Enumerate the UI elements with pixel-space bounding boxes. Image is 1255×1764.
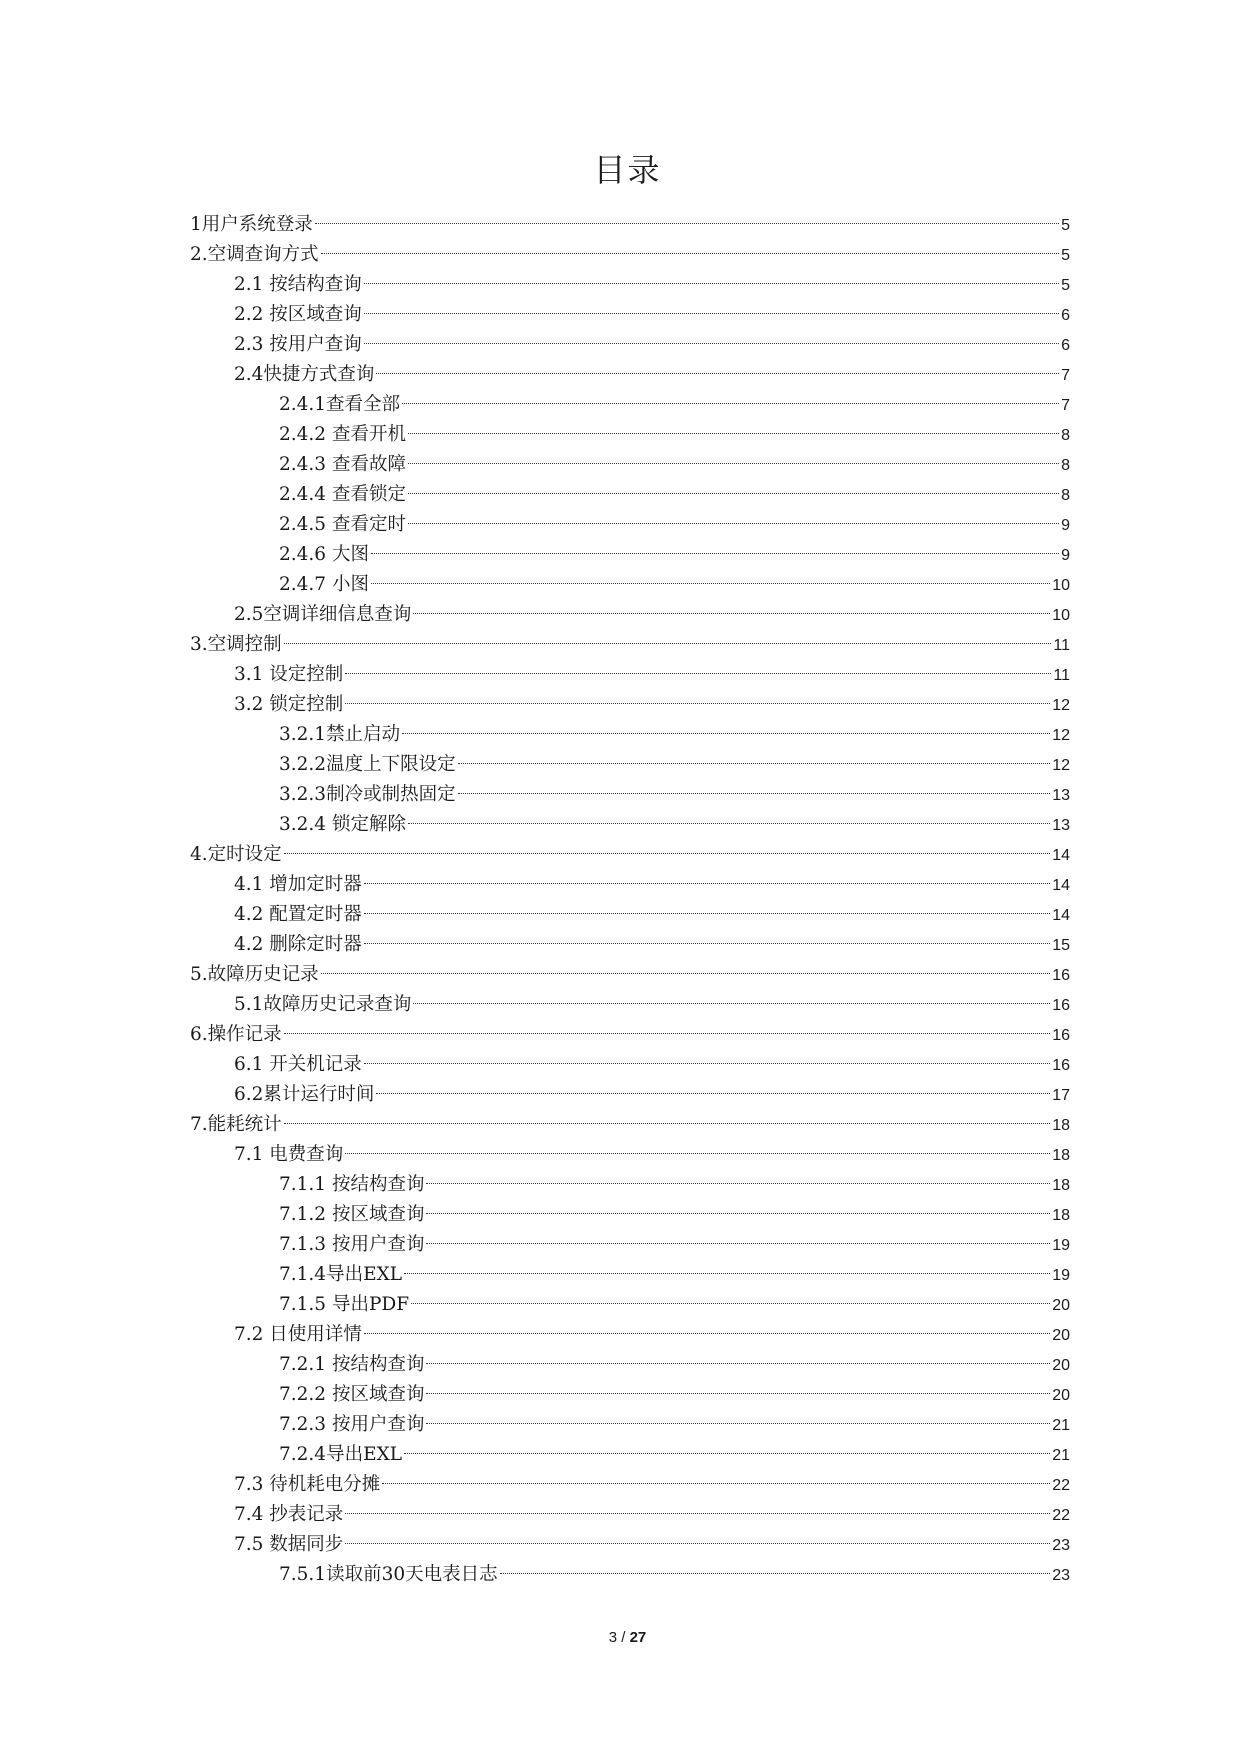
toc-entry-page-number: 20 [1052, 1357, 1070, 1374]
toc-entry-title: 2.5空调详细信息查询 [234, 604, 412, 625]
toc-entry-title: 4.2 配置定时器 [234, 904, 362, 925]
toc-entry[interactable] [190, 1560, 1070, 1590]
table-of-contents [190, 210, 1070, 1590]
toc-entry-page-number: 16 [1052, 967, 1070, 984]
toc-dot-leader [315, 223, 1059, 224]
toc-entry-page-number: 9 [1061, 517, 1070, 534]
toc-entry-page-number: 9 [1061, 547, 1070, 564]
toc-entry-page-number: 12 [1052, 697, 1070, 714]
toc-entry-title: 3.2.4 锁定解除 [279, 814, 406, 835]
toc-entry-page-number: 20 [1052, 1327, 1070, 1344]
toc-entry[interactable] [190, 1500, 1070, 1530]
toc-dot-leader [376, 1093, 1050, 1094]
toc-dot-leader [345, 1153, 1050, 1154]
toc-entry-title: 2.4.6 大图 [279, 544, 369, 565]
toc-entry-title: 6.1 开关机记录 [234, 1054, 362, 1075]
toc-entry[interactable] [190, 630, 1070, 660]
toc-entry-page-number: 21 [1052, 1417, 1070, 1434]
toc-entry-title: 2.4.3 查看故障 [279, 454, 406, 475]
toc-entry-page-number: 11 [1053, 667, 1070, 684]
toc-entry[interactable] [190, 1350, 1070, 1380]
toc-entry-title: 2.4.7 小图 [279, 574, 369, 595]
toc-entry-page-number: 8 [1061, 457, 1070, 474]
toc-entry-page-number: 20 [1052, 1297, 1070, 1314]
toc-entry-page-number: 10 [1052, 577, 1070, 594]
toc-entry-title: 2.4.5 查看定时 [279, 514, 406, 535]
toc-entry-page-number: 13 [1052, 787, 1070, 804]
toc-entry-title: 2.1 按结构查询 [234, 274, 362, 295]
toc-dot-leader [402, 403, 1059, 404]
toc-entry[interactable] [190, 660, 1070, 690]
toc-entry-title: 6.操作记录 [190, 1024, 282, 1045]
toc-entry-page-number: 7 [1061, 397, 1070, 414]
toc-entry[interactable] [190, 540, 1070, 570]
toc-entry[interactable] [190, 300, 1070, 330]
toc-entry-title: 7.1 电费查询 [234, 1144, 344, 1165]
toc-entry[interactable] [190, 600, 1070, 630]
toc-dot-leader [408, 463, 1059, 464]
toc-entry[interactable] [190, 330, 1070, 360]
toc-entry-page-number: 22 [1052, 1477, 1070, 1494]
toc-dot-leader [413, 1003, 1050, 1004]
toc-entry[interactable] [190, 1230, 1070, 1260]
toc-entry[interactable] [190, 1470, 1070, 1500]
toc-entry-title: 7.2.3 按用户查询 [279, 1414, 425, 1435]
toc-entry-page-number: 6 [1061, 307, 1070, 324]
toc-dot-leader [284, 853, 1051, 854]
toc-entry-title: 3.1 设定控制 [234, 664, 344, 685]
toc-dot-leader [364, 883, 1050, 884]
toc-dot-leader [411, 1303, 1050, 1304]
toc-dot-leader [382, 1483, 1050, 1484]
toc-entry[interactable] [190, 1410, 1070, 1440]
toc-entry-page-number: 23 [1052, 1567, 1070, 1584]
toc-entry-title: 7.2.2 按区域查询 [279, 1384, 425, 1405]
toc-dot-leader [408, 823, 1050, 824]
toc-entry[interactable] [190, 1530, 1070, 1560]
toc-entry-page-number: 23 [1052, 1537, 1070, 1554]
toc-entry[interactable] [190, 1440, 1070, 1470]
toc-entry-title: 5.1故障历史记录查询 [234, 994, 412, 1015]
toc-entry-title: 7.能耗统计 [190, 1114, 282, 1135]
toc-entry[interactable] [190, 240, 1070, 270]
toc-entry-page-number: 22 [1052, 1507, 1070, 1524]
toc-entry-title: 7.1.2 按区域查询 [279, 1204, 425, 1225]
toc-dot-leader [345, 1543, 1050, 1544]
toc-entry-page-number: 21 [1052, 1447, 1070, 1464]
toc-entry[interactable] [190, 1170, 1070, 1200]
toc-dot-leader [426, 1393, 1050, 1394]
toc-entry-page-number: 7 [1061, 367, 1070, 384]
toc-entry[interactable] [190, 1380, 1070, 1410]
toc-entry-title: 2.2 按区域查询 [234, 304, 362, 325]
toc-dot-leader [426, 1363, 1050, 1364]
toc-entry[interactable] [190, 480, 1070, 510]
toc-entry[interactable] [190, 1260, 1070, 1290]
toc-entry-title: 2.4.1查看全部 [279, 394, 401, 415]
toc-entry[interactable] [190, 510, 1070, 540]
toc-dot-leader [364, 943, 1050, 944]
toc-entry-title: 7.1.3 按用户查询 [279, 1234, 425, 1255]
toc-entry-title: 4.1 增加定时器 [234, 874, 362, 895]
toc-entry-page-number: 16 [1052, 1027, 1070, 1044]
toc-entry[interactable] [190, 1020, 1070, 1050]
toc-dot-leader [345, 673, 1051, 674]
toc-entry-page-number: 5 [1061, 277, 1070, 294]
toc-entry-title: 3.空调控制 [190, 634, 282, 655]
toc-entry-page-number: 13 [1052, 817, 1070, 834]
toc-entry-title: 2.4.4 查看锁定 [279, 484, 406, 505]
toc-entry-page-number: 14 [1052, 847, 1070, 864]
toc-entry-page-number: 16 [1052, 1057, 1070, 1074]
toc-dot-leader [426, 1183, 1050, 1184]
toc-entry-title: 2.空调查询方式 [190, 244, 319, 265]
toc-entry[interactable] [190, 720, 1070, 750]
toc-entry[interactable] [190, 1290, 1070, 1320]
toc-dot-leader [364, 1333, 1050, 1334]
toc-entry-page-number: 12 [1052, 757, 1070, 774]
toc-entry[interactable] [190, 990, 1070, 1020]
toc-dot-leader [284, 1123, 1051, 1124]
toc-entry[interactable] [190, 360, 1070, 390]
toc-dot-leader [364, 313, 1059, 314]
toc-dot-leader [408, 433, 1059, 434]
page-title: 目录 [593, 151, 662, 189]
toc-entry[interactable] [190, 750, 1070, 780]
toc-entry[interactable] [190, 960, 1070, 990]
toc-entry-page-number: 8 [1061, 427, 1070, 444]
toc-entry-page-number: 16 [1052, 997, 1070, 1014]
toc-entry[interactable] [190, 270, 1070, 300]
toc-entry-page-number: 18 [1052, 1177, 1070, 1194]
toc-entry-page-number: 19 [1052, 1267, 1070, 1284]
toc-entry[interactable] [190, 1140, 1070, 1170]
toc-dot-leader [426, 1243, 1050, 1244]
toc-entry-title: 3.2.2温度上下限设定 [279, 754, 456, 775]
toc-entry[interactable] [190, 780, 1070, 810]
toc-dot-leader [321, 253, 1059, 254]
toc-entry-title: 4.定时设定 [190, 844, 282, 865]
toc-dot-leader [284, 1033, 1051, 1034]
toc-entry-page-number: 8 [1061, 487, 1070, 504]
toc-dot-leader [345, 1513, 1050, 1514]
toc-entry-title: 1用户系统登录 [190, 214, 313, 235]
toc-entry-title: 6.2累计运行时间 [234, 1084, 375, 1105]
toc-entry-page-number: 5 [1061, 247, 1070, 264]
toc-entry[interactable] [190, 1050, 1070, 1080]
toc-entry[interactable] [190, 690, 1070, 720]
toc-entry[interactable] [190, 390, 1070, 420]
toc-entry-title: 7.1.5 导出PDF [279, 1294, 410, 1315]
toc-entry-page-number: 18 [1052, 1117, 1070, 1134]
toc-entry-page-number: 18 [1052, 1147, 1070, 1164]
toc-entry-title: 3.2.1禁止启动 [279, 724, 401, 745]
toc-entry[interactable] [190, 1080, 1070, 1110]
toc-dot-leader [404, 1453, 1050, 1454]
toc-entry[interactable] [190, 420, 1070, 450]
toc-entry-title: 7.2 日使用详情 [234, 1324, 362, 1345]
toc-dot-leader [364, 913, 1050, 914]
toc-entry-page-number: 18 [1052, 1207, 1070, 1224]
toc-entry-page-number: 15 [1052, 937, 1070, 954]
toc-dot-leader [500, 1573, 1051, 1574]
toc-entry-title: 2.3 按用户查询 [234, 334, 362, 355]
toc-entry-page-number: 20 [1052, 1387, 1070, 1404]
toc-entry-page-number: 11 [1053, 637, 1070, 654]
toc-dot-leader [284, 643, 1052, 644]
toc-dot-leader [364, 343, 1059, 344]
toc-dot-leader [413, 613, 1050, 614]
toc-entry-title: 4.2 删除定时器 [234, 934, 362, 955]
toc-dot-leader [364, 283, 1059, 284]
toc-entry[interactable] [190, 900, 1070, 930]
toc-entry[interactable] [190, 1200, 1070, 1230]
toc-dot-leader [402, 733, 1050, 734]
toc-dot-leader [371, 553, 1059, 554]
toc-entry-page-number: 6 [1061, 337, 1070, 354]
toc-entry-page-number: 14 [1052, 907, 1070, 924]
toc-dot-leader [426, 1423, 1050, 1424]
toc-entry-title: 2.4.2 查看开机 [279, 424, 406, 445]
toc-entry[interactable] [190, 450, 1070, 480]
page-number-footer [0, 1629, 1255, 1646]
toc-entry-title: 7.3 待机耗电分摊 [234, 1474, 381, 1495]
toc-entry-page-number: 14 [1052, 877, 1070, 894]
toc-entry-page-number: 19 [1052, 1237, 1070, 1254]
toc-entry-title: 3.2 锁定控制 [234, 694, 344, 715]
total-page-count: 27 [629, 1629, 647, 1646]
toc-dot-leader [404, 1273, 1050, 1274]
toc-entry[interactable] [190, 930, 1070, 960]
toc-dot-leader [376, 373, 1059, 374]
toc-entry[interactable] [190, 1320, 1070, 1350]
toc-dot-leader [426, 1213, 1050, 1214]
toc-entry[interactable] [190, 810, 1070, 840]
toc-entry-page-number: 17 [1052, 1087, 1070, 1104]
toc-dot-leader [371, 583, 1050, 584]
toc-entry-page-number: 5 [1061, 217, 1070, 234]
toc-entry-title: 7.5.1读取前30天电表日志 [279, 1564, 498, 1585]
page-separator: / [617, 1629, 630, 1646]
toc-entry-title: 7.1.4导出EXL [279, 1264, 403, 1285]
toc-entry-title: 3.2.3制冷或制热固定 [279, 784, 456, 805]
toc-entry-title: 5.故障历史记录 [190, 964, 319, 985]
toc-entry-title: 7.5 数据同步 [234, 1534, 344, 1555]
toc-dot-leader [458, 763, 1051, 764]
current-page-number: 3 [608, 1629, 618, 1646]
toc-entry[interactable] [190, 870, 1070, 900]
toc-entry-page-number: 10 [1052, 607, 1070, 624]
toc-entry-page-number: 12 [1052, 727, 1070, 744]
toc-entry-title: 7.1.1 按结构查询 [279, 1174, 425, 1195]
toc-entry[interactable] [190, 210, 1070, 240]
toc-dot-leader [364, 1063, 1050, 1064]
toc-entry-title: 7.2.1 按结构查询 [279, 1354, 425, 1375]
toc-dot-leader [321, 973, 1051, 974]
toc-entry-title: 7.4 抄表记录 [234, 1504, 344, 1525]
toc-entry[interactable] [190, 840, 1070, 870]
toc-dot-leader [345, 703, 1050, 704]
toc-entry-title: 2.4快捷方式查询 [234, 364, 375, 385]
toc-dot-leader [458, 793, 1051, 794]
toc-entry[interactable] [190, 1110, 1070, 1140]
toc-dot-leader [408, 523, 1059, 524]
toc-entry[interactable] [190, 570, 1070, 600]
toc-dot-leader [408, 493, 1059, 494]
toc-entry-title: 7.2.4导出EXL [279, 1444, 403, 1465]
